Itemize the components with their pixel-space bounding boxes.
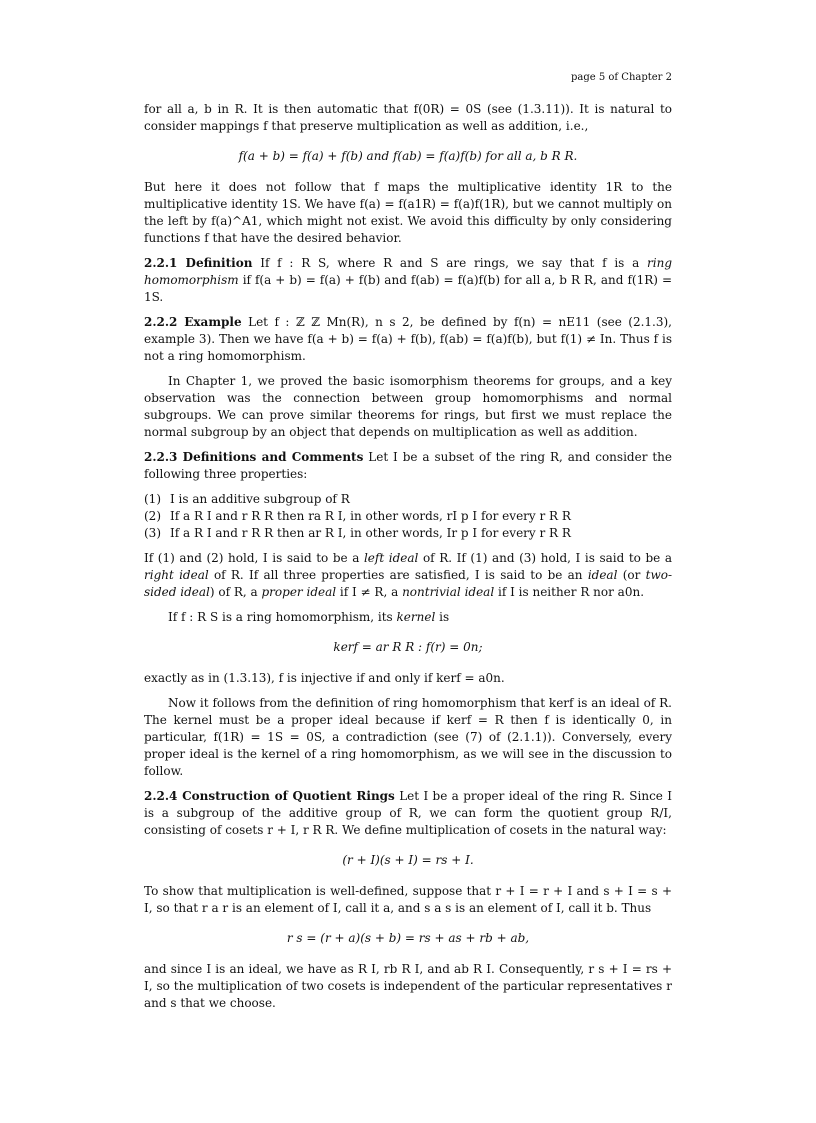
list-item	[144, 525, 672, 542]
list-text: If a R I and r R R then ar R I, in other words, Ir p I for every r R R	[170, 526, 571, 540]
text: If (1) and (2) hold, I is said to be a	[144, 551, 364, 565]
text: is	[435, 610, 450, 624]
defined-term: ideal	[587, 568, 618, 582]
text: (or	[617, 568, 646, 582]
list-text: I is an additive subgroup of R	[170, 492, 350, 506]
defined-term: two-sided ideal	[144, 568, 672, 599]
definition-heading: 2.2.1 Definition	[144, 256, 253, 270]
paragraph: for all a, b in R. It is then automatic that f(0R) = 0S (see (1.3.11)). It is natural to consider mappings f that preserve multiplication as well as addition, i.e.,	[144, 102, 672, 133]
list-number: (2)	[144, 509, 161, 523]
definition-text: if f(a + b) = f(a) + f(b) and f(ab) = f(a)f(b) for all a, b R R, and f(1R) = 1S.	[144, 273, 672, 304]
definitions-heading: 2.2.3 Definitions and Comments	[144, 450, 364, 464]
defined-term: left ideal	[363, 551, 419, 565]
defined-term: nontrivial ideal	[402, 585, 495, 599]
display-equation: (r + I)(s + I) = rs + I.	[342, 853, 474, 867]
text: if I is neither R nor a0n.	[494, 585, 645, 599]
paragraph: But here it does not follow that f maps the multiplicative identity 1R to the multiplicative identity 1S. We have f(a) = f(a1R) = f(a)f(1R), but we cannot multiply on the left by f(a)^A1, which might not exist. We avoid this difficulty by only considering functions f that have the desired behavior.	[144, 180, 672, 245]
definitions-text: Let I be a subset of the ring R, and consider the following three properties:	[144, 450, 672, 481]
defined-term: ring homomorphism	[144, 256, 673, 287]
display-equation: r s = (r + a)(s + b) = rs + as + rb + ab,	[286, 931, 530, 945]
definition-text: If f : R S, where R and S are rings, we say that f is a	[252, 256, 648, 270]
display-equation: f(a + b) = f(a) + f(b) and f(ab) = f(a)f(b) for all a, b R R.	[238, 149, 578, 163]
text: If f : R S is a ring homomorphism, its	[168, 610, 397, 624]
list-item	[144, 491, 672, 508]
paragraph: exactly as in (1.3.13), f is injective if and only if kerf = a0n.	[144, 671, 505, 685]
defined-term: proper ideal	[261, 585, 337, 599]
text: of R. If all three properties are satisfied, I is said to be an	[208, 568, 588, 582]
example-2-2-2	[144, 314, 672, 365]
paragraph: Now it follows from the definition of ring homomorphism that kerf is an ideal of R. The kernel must be a proper ideal because if kerf = R then f is identically 0, in particular, f(1R) = 1S = 0S, a contradiction (see (7) of (2.1.1)). Conversely, every proper ideal is the kernel of a ring homomorphism, as we will see in the discussion to follow.	[144, 696, 672, 778]
text: ) of R, a	[209, 585, 262, 599]
defined-term: kernel	[396, 610, 436, 624]
definition-2-2-1	[144, 255, 672, 306]
construction-2-2-4	[144, 788, 672, 839]
text: if I ≠ R, a	[336, 585, 403, 599]
list-text: If a R I and r R R then ra R I, in other words, rI p I for every r R R	[170, 509, 571, 523]
paragraph	[144, 609, 672, 626]
example-text: Let f : ℤ ℤ Mn(R), n s 2, be defined by f(n) = nE11 (see (2.1.3), example 3). Then we have f(a + b) = f(a) + f(b), f(ab) = f(a)f(b), but f(1) ≠ In. Thus f is not a ring homomorphism.	[144, 315, 672, 363]
list-item	[144, 508, 672, 525]
page-body	[144, 101, 672, 1020]
paragraph	[144, 550, 672, 601]
list-number: (3)	[144, 526, 161, 540]
text: of R. If (1) and (3) hold, I is said to be a	[418, 551, 673, 565]
defined-term: right ideal	[144, 568, 209, 582]
display-equation: kerf = ar R R : f(r) = 0n;	[333, 640, 483, 654]
property-list	[144, 491, 672, 542]
list-number: (1)	[144, 492, 161, 506]
definitions-2-2-3	[144, 449, 672, 483]
page-number: page 5 of Chapter 2	[570, 72, 672, 83]
construction-heading: 2.2.4 Construction of Quotient Rings	[144, 789, 395, 803]
paragraph: In Chapter 1, we proved the basic isomorphism theorems for groups, and a key observation was the connection between group homomorphisms and normal subgroups. We can prove similar theorems for rings, but first we must replace the normal subgroup by an object that depends on multiplication as well as addition.	[144, 374, 672, 439]
construction-text: Let I be a proper ideal of the ring R. Since I is a subgroup of the additive group of R, we can form the quotient group R/I, consisting of cosets r + I, r R R. We define multiplication of cosets in the natural way:	[144, 789, 672, 837]
paragraph: and since I is an ideal, we have as R I, rb R I, and ab R I. Consequently, r s + I = rs + I, so the multiplication of two cosets is independent of the particular representatives r and s that we choose.	[144, 962, 672, 1010]
paragraph: To show that multiplication is well-defined, suppose that r + I = r + I and s + I = s + I, so that r a r is an element of I, call it a, and s a s is an element of I, call it b. Thus	[144, 884, 672, 915]
example-heading: 2.2.2 Example	[144, 315, 242, 329]
